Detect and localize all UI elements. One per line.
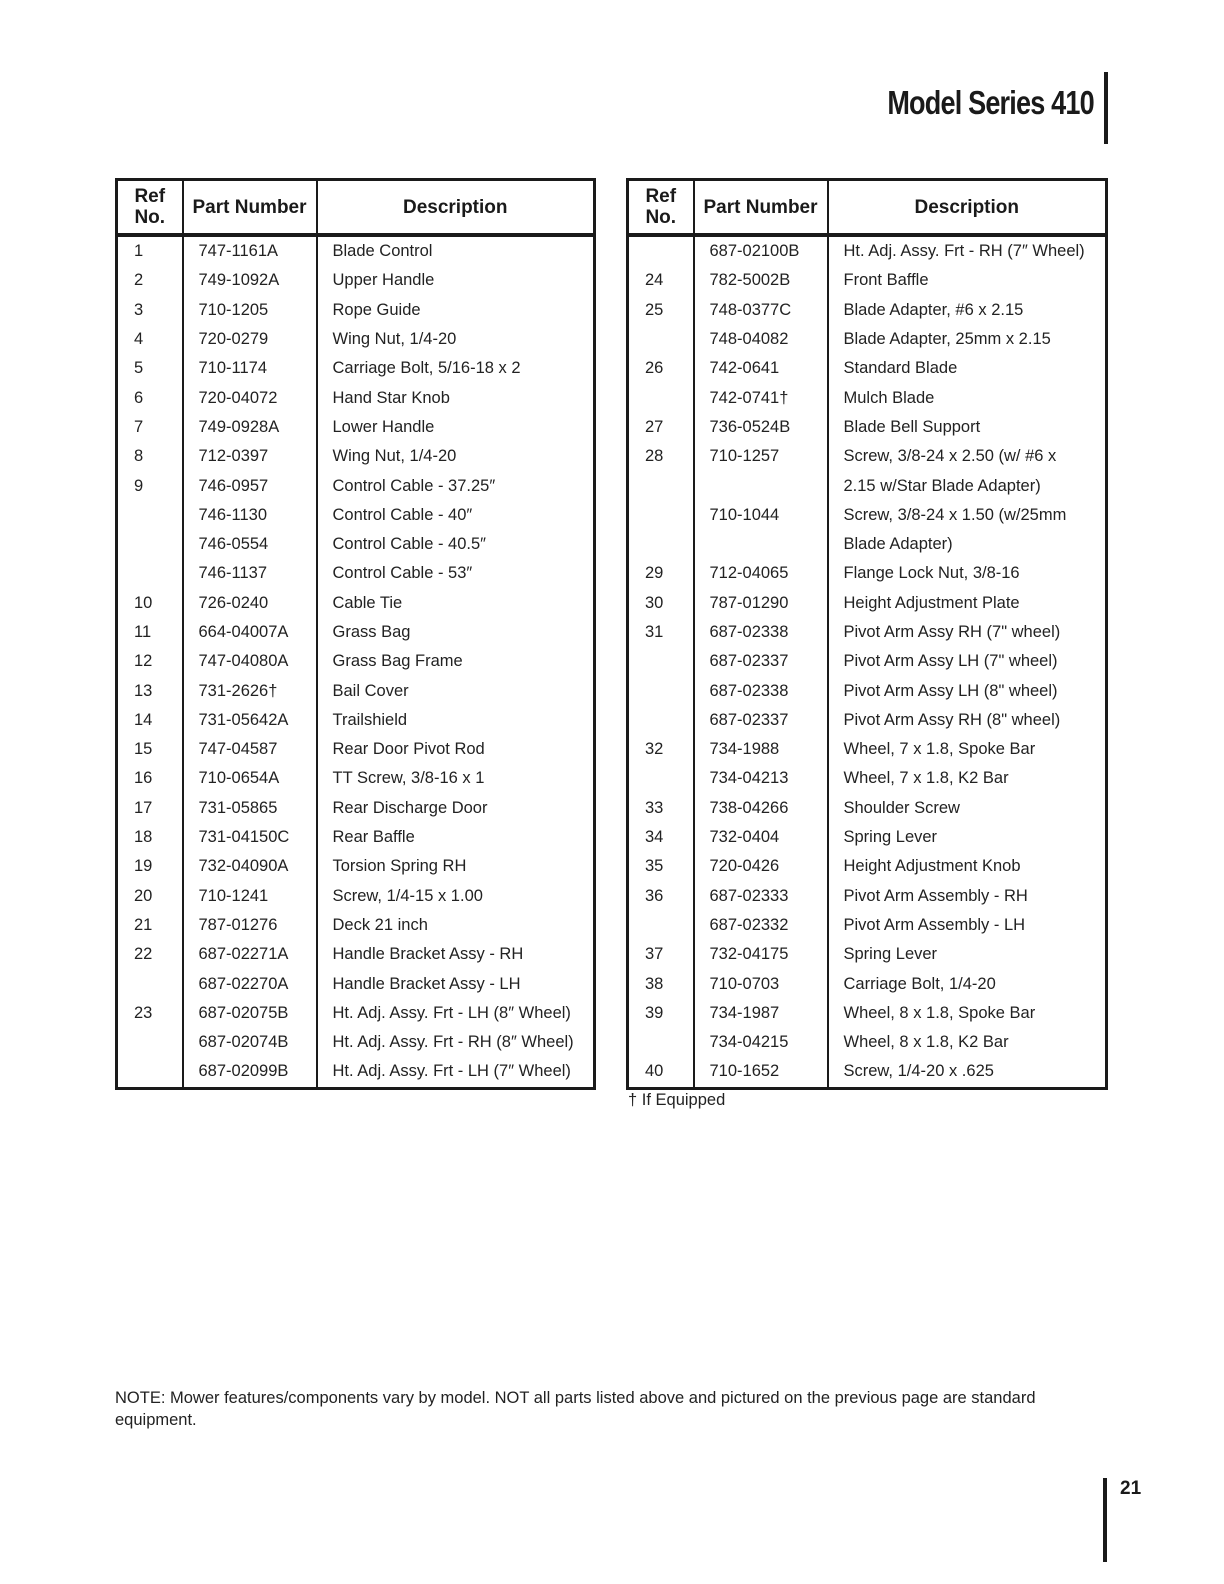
ref-no-cell <box>117 969 183 998</box>
ref-no-cell: 11 <box>117 618 183 647</box>
table-row <box>117 618 595 647</box>
description-cell: Height Adjustment Knob <box>828 852 1107 881</box>
description-cell: Rear Baffle <box>317 823 595 852</box>
parts-table-right-body <box>628 235 1107 1088</box>
description-cell: Pivot Arm Assembly - LH <box>828 911 1107 940</box>
table-row <box>117 559 595 588</box>
col-header-ref <box>117 180 183 236</box>
table-row <box>628 969 1107 998</box>
table-row <box>117 676 595 705</box>
ref-no-cell <box>628 764 694 793</box>
description-cell: TT Screw, 3/8-16 x 1 <box>317 764 595 793</box>
part-number-cell: 732-04175 <box>694 940 828 969</box>
ref-no-cell: 29 <box>628 559 694 588</box>
table-row <box>117 735 595 764</box>
description-cell: Handle Bracket Assy - RH <box>317 940 595 969</box>
ref-no-cell: 36 <box>628 882 694 911</box>
table-row <box>117 354 595 383</box>
ref-no-cell <box>117 1028 183 1057</box>
description-cell: Wing Nut, 1/4-20 <box>317 325 595 354</box>
col-header-ref <box>628 180 694 236</box>
description-cell: Torsion Spring RH <box>317 852 595 881</box>
description-cell: Rope Guide <box>317 296 595 325</box>
parts-table-right <box>626 178 1108 1090</box>
table-row <box>117 413 595 442</box>
ref-no-cell: 24 <box>628 266 694 295</box>
description-cell: Rear Door Pivot Rod <box>317 735 595 764</box>
table-row <box>117 1028 595 1057</box>
table-row <box>628 794 1107 823</box>
part-number-cell: 710-1257 <box>694 442 828 471</box>
table-row <box>117 1057 595 1088</box>
ref-no-cell: 39 <box>628 999 694 1028</box>
ref-no-cell: 34 <box>628 823 694 852</box>
table-row <box>117 296 595 325</box>
part-number-cell: 687-02100B <box>694 235 828 266</box>
part-number-cell: 738-04266 <box>694 794 828 823</box>
part-number-cell: 687-02099B <box>183 1057 317 1088</box>
ref-no-cell <box>628 501 694 530</box>
description-cell: Blade Adapter) <box>828 530 1107 559</box>
table-row <box>628 559 1107 588</box>
part-number-cell: 731-2626† <box>183 676 317 705</box>
part-number-cell: 687-02338 <box>694 676 828 705</box>
description-cell: Wheel, 7 x 1.8, K2 Bar <box>828 764 1107 793</box>
col-header-part-number: Part Number <box>694 180 828 236</box>
ref-no-cell: 35 <box>628 852 694 881</box>
ref-no-cell: 5 <box>117 354 183 383</box>
part-number-cell: 687-02074B <box>183 1028 317 1057</box>
part-number-cell: 746-1130 <box>183 501 317 530</box>
description-cell: Blade Adapter, #6 x 2.15 <box>828 296 1107 325</box>
ref-no-cell: 8 <box>117 442 183 471</box>
ref-no-cell: 7 <box>117 413 183 442</box>
part-number-cell: 732-04090A <box>183 852 317 881</box>
table-row <box>117 823 595 852</box>
ref-no-cell <box>628 676 694 705</box>
table-header-row <box>628 180 1107 236</box>
ref-no-cell: 14 <box>117 706 183 735</box>
parts-table-left-body <box>117 235 595 1088</box>
description-cell: Ht. Adj. Assy. Frt - RH (7″ Wheel) <box>828 235 1107 266</box>
description-cell: Pivot Arm Assy RH (7" wheel) <box>828 618 1107 647</box>
description-cell: Wheel, 8 x 1.8, Spoke Bar <box>828 999 1107 1028</box>
description-cell: Blade Adapter, 25mm x 2.15 <box>828 325 1107 354</box>
table-row <box>628 706 1107 735</box>
table-row <box>628 911 1107 940</box>
table-row <box>628 735 1107 764</box>
description-cell: Hand Star Knob <box>317 383 595 412</box>
description-cell: Grass Bag Frame <box>317 647 595 676</box>
part-number-cell: 732-0404 <box>694 823 828 852</box>
description-cell: Deck 21 inch <box>317 911 595 940</box>
description-cell: Wheel, 7 x 1.8, Spoke Bar <box>828 735 1107 764</box>
description-cell: Handle Bracket Assy - LH <box>317 969 595 998</box>
part-number-cell: 687-02338 <box>694 618 828 647</box>
part-number-cell: 736-0524B <box>694 413 828 442</box>
part-number-cell: 712-04065 <box>694 559 828 588</box>
ref-no-cell: 33 <box>628 794 694 823</box>
page-number-divider <box>1103 1478 1107 1562</box>
ref-no-cell <box>628 647 694 676</box>
description-cell: Control Cable - 40.5″ <box>317 530 595 559</box>
description-cell: Bail Cover <box>317 676 595 705</box>
description-cell: Upper Handle <box>317 266 595 295</box>
ref-no-cell <box>628 471 694 500</box>
part-number-cell: 720-04072 <box>183 383 317 412</box>
table-row <box>628 647 1107 676</box>
table-row <box>117 235 595 266</box>
description-cell: Trailshield <box>317 706 595 735</box>
table-row <box>628 501 1107 530</box>
table-row <box>628 1057 1107 1088</box>
part-number-cell: 747-1161A <box>183 235 317 266</box>
ref-no-cell: 28 <box>628 442 694 471</box>
page-title: Model Series 410 <box>887 84 1094 121</box>
ref-no-cell <box>117 530 183 559</box>
ref-no-cell: 2 <box>117 266 183 295</box>
part-number-cell: 720-0426 <box>694 852 828 881</box>
table-row <box>628 1028 1107 1057</box>
description-cell: Standard Blade <box>828 354 1107 383</box>
description-cell: Pivot Arm Assy LH (8" wheel) <box>828 676 1107 705</box>
part-number-cell: 748-0377C <box>694 296 828 325</box>
part-number-cell: 710-1241 <box>183 882 317 911</box>
table-row <box>117 911 595 940</box>
part-number-cell: 710-0654A <box>183 764 317 793</box>
ref-no-cell: 1 <box>117 235 183 266</box>
part-number-cell: 726-0240 <box>183 589 317 618</box>
table-row <box>117 589 595 618</box>
table-row <box>628 589 1107 618</box>
description-cell: Pivot Arm Assy RH (8" wheel) <box>828 706 1107 735</box>
part-number-cell: 710-1174 <box>183 354 317 383</box>
description-cell: Spring Lever <box>828 940 1107 969</box>
table-row <box>628 235 1107 266</box>
part-number-cell: 749-0928A <box>183 413 317 442</box>
title-divider <box>1104 72 1108 144</box>
parts-table-left <box>115 178 596 1090</box>
ref-no-cell: 23 <box>117 999 183 1028</box>
part-number-cell: 746-1137 <box>183 559 317 588</box>
table-row <box>628 852 1107 881</box>
table-row <box>117 969 595 998</box>
description-cell: Carriage Bolt, 5/16-18 x 2 <box>317 354 595 383</box>
ref-no-cell: 40 <box>628 1057 694 1088</box>
ref-no-cell: 3 <box>117 296 183 325</box>
table-row <box>628 442 1107 471</box>
description-cell: 2.15 w/Star Blade Adapter) <box>828 471 1107 500</box>
part-number-cell: 710-1044 <box>694 501 828 530</box>
table-row <box>117 647 595 676</box>
description-cell: Wheel, 8 x 1.8, K2 Bar <box>828 1028 1107 1057</box>
part-number-cell: 746-0554 <box>183 530 317 559</box>
table-row <box>628 999 1107 1028</box>
description-cell: Pivot Arm Assembly - RH <box>828 882 1107 911</box>
ref-no-cell: 17 <box>117 794 183 823</box>
part-number-cell: 742-0741† <box>694 383 828 412</box>
table-row <box>117 471 595 500</box>
description-cell: Pivot Arm Assy LH (7" wheel) <box>828 647 1107 676</box>
table-row <box>117 266 595 295</box>
part-number-cell: 664-04007A <box>183 618 317 647</box>
ref-no-cell <box>628 706 694 735</box>
col-header-description: Description <box>317 180 595 236</box>
table-row <box>628 618 1107 647</box>
ref-header-line2: No. <box>134 207 166 228</box>
col-header-description: Description <box>828 180 1107 236</box>
table-row <box>628 266 1107 295</box>
part-number-cell: 712-0397 <box>183 442 317 471</box>
description-cell: Grass Bag <box>317 618 595 647</box>
ref-no-cell <box>628 911 694 940</box>
part-number-cell: 710-1205 <box>183 296 317 325</box>
part-number-cell: 742-0641 <box>694 354 828 383</box>
description-cell: Spring Lever <box>828 823 1107 852</box>
table-row <box>117 383 595 412</box>
part-number-cell <box>694 471 828 500</box>
ref-no-cell: 38 <box>628 969 694 998</box>
part-number-cell: 782-5002B <box>694 266 828 295</box>
ref-no-cell <box>117 1057 183 1088</box>
part-number-cell: 687-02270A <box>183 969 317 998</box>
part-number-cell: 687-02332 <box>694 911 828 940</box>
ref-no-cell: 20 <box>117 882 183 911</box>
description-cell: Screw, 1/4-15 x 1.00 <box>317 882 595 911</box>
ref-no-cell: 27 <box>628 413 694 442</box>
part-number-cell: 710-0703 <box>694 969 828 998</box>
description-cell: Flange Lock Nut, 3/8-16 <box>828 559 1107 588</box>
part-number-cell: 734-04215 <box>694 1028 828 1057</box>
ref-no-cell <box>628 530 694 559</box>
ref-no-cell: 32 <box>628 735 694 764</box>
table-row <box>628 823 1107 852</box>
part-number-cell <box>694 530 828 559</box>
footnote-if-equipped: † If Equipped <box>628 1091 726 1109</box>
part-number-cell: 787-01276 <box>183 911 317 940</box>
ref-no-cell <box>628 1028 694 1057</box>
table-row <box>117 442 595 471</box>
table-row <box>117 325 595 354</box>
description-cell: Lower Handle <box>317 413 595 442</box>
part-number-cell: 710-1652 <box>694 1057 828 1088</box>
table-row <box>628 940 1107 969</box>
page-number: 21 <box>1120 1478 1142 1499</box>
part-number-cell: 687-02337 <box>694 647 828 676</box>
part-number-cell: 720-0279 <box>183 325 317 354</box>
table-row <box>117 794 595 823</box>
table-row <box>117 940 595 969</box>
table-row <box>117 999 595 1028</box>
ref-no-cell: 15 <box>117 735 183 764</box>
part-number-cell: 687-02333 <box>694 882 828 911</box>
description-cell: Ht. Adj. Assy. Frt - LH (7″ Wheel) <box>317 1057 595 1088</box>
description-cell: Blade Control <box>317 235 595 266</box>
table-row <box>117 530 595 559</box>
table-row <box>117 764 595 793</box>
part-number-cell: 731-05642A <box>183 706 317 735</box>
ref-no-cell <box>628 383 694 412</box>
table-row <box>628 383 1107 412</box>
ref-no-cell: 10 <box>117 589 183 618</box>
table-row <box>117 706 595 735</box>
ref-no-cell: 26 <box>628 354 694 383</box>
part-number-cell: 731-05865 <box>183 794 317 823</box>
description-cell: Control Cable - 37.25″ <box>317 471 595 500</box>
description-cell: Cable Tie <box>317 589 595 618</box>
ref-no-cell: 16 <box>117 764 183 793</box>
ref-header-line1: Ref <box>134 186 166 207</box>
ref-no-cell: 12 <box>117 647 183 676</box>
table-row <box>628 413 1107 442</box>
description-cell: Control Cable - 53″ <box>317 559 595 588</box>
table-row <box>117 882 595 911</box>
part-number-cell: 687-02271A <box>183 940 317 969</box>
description-cell: Control Cable - 40″ <box>317 501 595 530</box>
table-row <box>628 882 1107 911</box>
description-cell: Wing Nut, 1/4-20 <box>317 442 595 471</box>
ref-no-cell: 9 <box>117 471 183 500</box>
description-cell: Height Adjustment Plate <box>828 589 1107 618</box>
table-row <box>628 296 1107 325</box>
table-row <box>117 501 595 530</box>
part-number-cell: 749-1092A <box>183 266 317 295</box>
part-number-cell: 787-01290 <box>694 589 828 618</box>
part-number-cell: 731-04150C <box>183 823 317 852</box>
part-number-cell: 746-0957 <box>183 471 317 500</box>
ref-no-cell: 4 <box>117 325 183 354</box>
ref-no-cell <box>628 325 694 354</box>
note-text: NOTE: Mower features/components vary by model. NOT all parts listed above and pictured on the previous page are standard equipment. <box>115 1389 1036 1429</box>
part-number-cell: 734-04213 <box>694 764 828 793</box>
description-cell: Ht. Adj. Assy. Frt - RH (8″ Wheel) <box>317 1028 595 1057</box>
ref-no-cell: 30 <box>628 589 694 618</box>
col-header-part-number: Part Number <box>183 180 317 236</box>
ref-no-cell: 19 <box>117 852 183 881</box>
table-row <box>628 325 1107 354</box>
ref-no-cell: 13 <box>117 676 183 705</box>
ref-no-cell <box>117 559 183 588</box>
description-cell: Mulch Blade <box>828 383 1107 412</box>
table-row <box>628 354 1107 383</box>
description-cell: Screw, 3/8-24 x 2.50 (w/ #6 x <box>828 442 1107 471</box>
description-cell: Rear Discharge Door <box>317 794 595 823</box>
part-number-cell: 734-1987 <box>694 999 828 1028</box>
ref-header-line2: No. <box>645 207 677 228</box>
description-cell: Ht. Adj. Assy. Frt - LH (8″ Wheel) <box>317 999 595 1028</box>
part-number-cell: 687-02075B <box>183 999 317 1028</box>
table-row <box>628 764 1107 793</box>
part-number-cell: 734-1988 <box>694 735 828 764</box>
part-number-cell: 687-02337 <box>694 706 828 735</box>
ref-no-cell: 22 <box>117 940 183 969</box>
ref-no-cell: 6 <box>117 383 183 412</box>
ref-no-cell: 37 <box>628 940 694 969</box>
description-cell: Screw, 1/4-20 x .625 <box>828 1057 1107 1088</box>
part-number-cell: 747-04080A <box>183 647 317 676</box>
ref-no-cell <box>117 501 183 530</box>
description-cell: Front Baffle <box>828 266 1107 295</box>
description-cell: Screw, 3/8-24 x 1.50 (w/25mm <box>828 501 1107 530</box>
table-header-row <box>117 180 595 236</box>
table-row <box>628 471 1107 500</box>
ref-no-cell <box>628 235 694 266</box>
part-number-cell: 747-04587 <box>183 735 317 764</box>
description-cell: Shoulder Screw <box>828 794 1107 823</box>
description-cell: Blade Bell Support <box>828 413 1107 442</box>
ref-header-line1: Ref <box>645 186 677 207</box>
ref-no-cell: 21 <box>117 911 183 940</box>
ref-no-cell: 18 <box>117 823 183 852</box>
ref-no-cell: 31 <box>628 618 694 647</box>
part-number-cell: 748-04082 <box>694 325 828 354</box>
table-row <box>628 530 1107 559</box>
description-cell: Carriage Bolt, 1/4-20 <box>828 969 1107 998</box>
table-row <box>628 676 1107 705</box>
table-row <box>117 852 595 881</box>
ref-no-cell: 25 <box>628 296 694 325</box>
